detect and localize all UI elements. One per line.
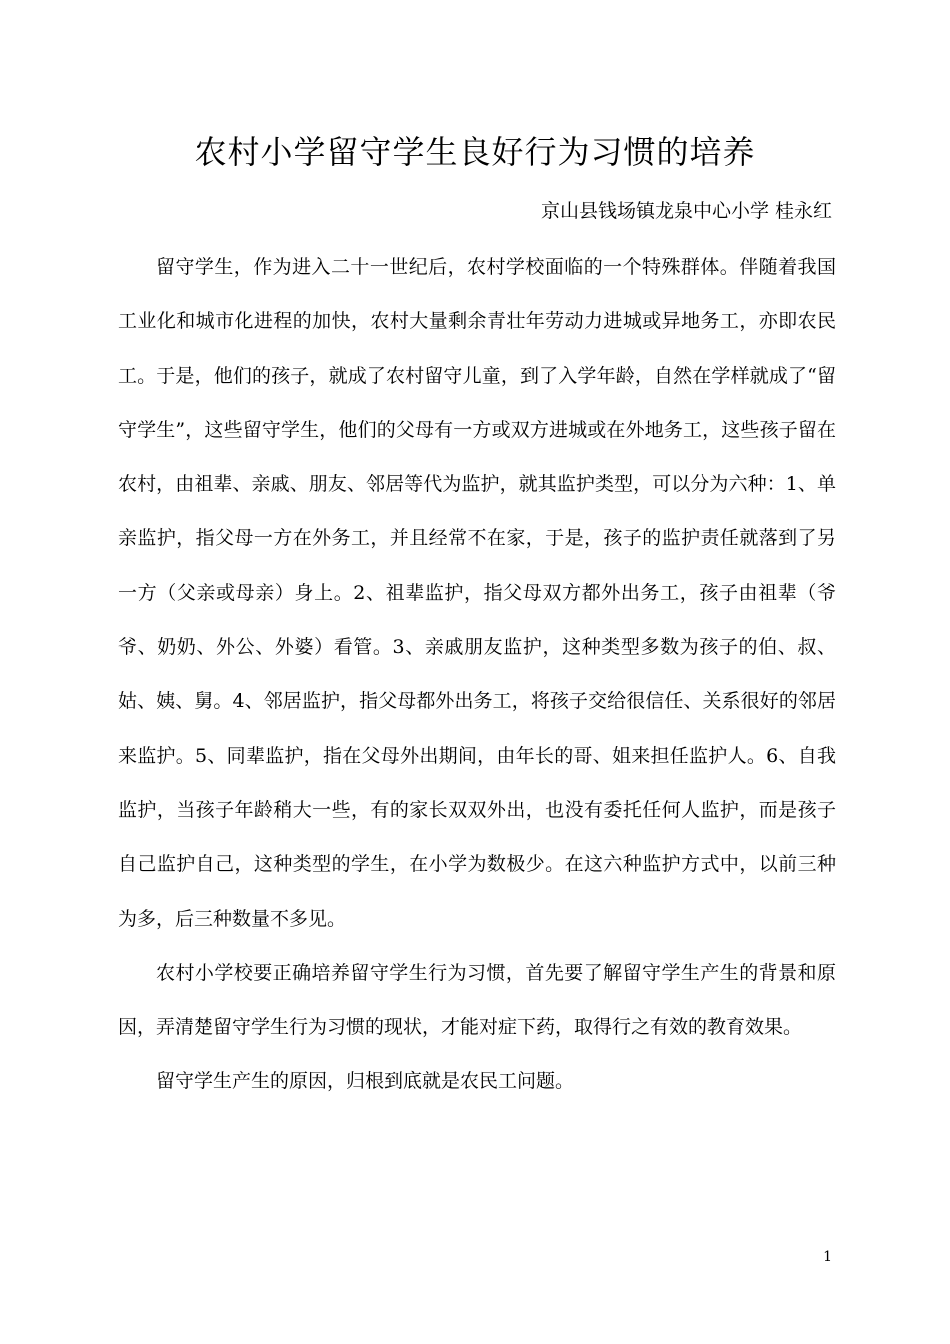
paragraph-2: 农村小学校要正确培养留守学生行为习惯，首先要了解留守学生产生的背景和原因，弄清楚留守学生行为习惯的现状，才能对症下药，取得行之有效的教育效果。 <box>118 961 836 1039</box>
document-title: 农村小学留守学生良好行为习惯的培养 <box>194 133 756 171</box>
paragraph-3: 留守学生产生的原因，归根到底就是农民工问题。 <box>156 1070 575 1093</box>
page-number: 1 <box>823 1249 832 1265</box>
author-line: 京山县钱场镇龙泉中心小学 桂永红 <box>540 200 832 222</box>
paragraph-1: 留守学生，作为进入二十一世纪后，农村学校面临的一个特殊群体。伴随着我国工业化和城市化进程的加快，农村大量剩余青壮年劳动力进城或异地务工，亦即农民工。于是，他们的孩子，就成了农村留守儿童，到了入学年龄，自然在学样就成了“留守学生”，这些留守学生，他们的父母有一方或双方进城或在外地务工，这些孩子留在农村，由祖辈、亲戚、朋友、邻居等代为监护，就其监护类型，可以分为六种：1、单亲监护，指父母一方在外务工，并且经常不在家，于是，孩子的监护责任就落到了另一方（父亲或母亲）身上。2、祖辈监护，指父母双方都外出务工，孩子由祖辈（爷爷、奶奶、外公、外婆）看管。3、亲戚朋友监护，这种类型多数为孩子的伯、叔、姑、姨、舅。4、邻居监护，指父母都外出务工，将孩子交给很信任、关系很好的邻居来监护。5、同辈监护，指在父母外出期间，由年长的哥、姐来担任监护人。6、自我监护，当孩子年龄稍大一些，有的家长双双外出，也没有委托任何人监护，而是孩子自己监护自己，这种类型的学生，在小学为数极少。在这六种监护方式中，以前三种为多，后三种数量不多见。 <box>118 256 836 930</box>
document-body <box>118 240 836 1109</box>
